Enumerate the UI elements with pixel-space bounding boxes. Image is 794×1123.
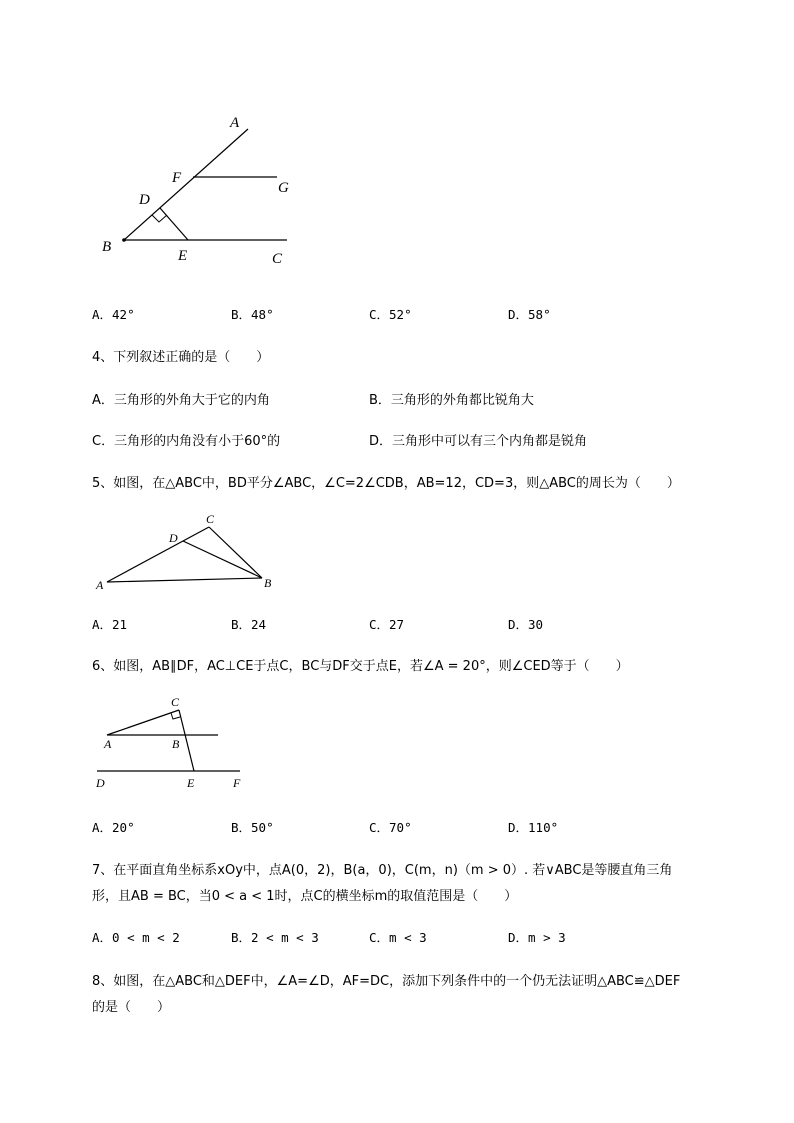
q3-option-a: A．42° (92, 307, 135, 322)
q3-option-d: D．58° (508, 307, 551, 322)
label-A: A (230, 115, 240, 131)
label-E: E (178, 248, 188, 264)
segment-AC (107, 710, 179, 735)
q6-option-b: B．50° (231, 820, 274, 835)
q3-option-c: C．52° (369, 307, 412, 322)
q6-option-c: C．70° (369, 820, 412, 835)
q5-label-C: C (206, 512, 215, 526)
label-D: D (139, 192, 150, 208)
label-G: G (278, 180, 289, 196)
q6-label-C: C (171, 695, 180, 709)
q5-label-D: D (169, 531, 178, 545)
q4-option-b: B．三角形的外角都比锐角大 (369, 393, 534, 408)
q4-option-d: D．三角形中可以有三个内角都是锐角 (369, 434, 588, 449)
q4-option-c: C．三角形的内角没有小于60°的 (92, 434, 281, 449)
q6-stem: 6、如图，AB∥DF，AC⊥CE于点C，BC与DF交于点E，若∠A = 20°，则∠CED等于（ ） (92, 659, 629, 674)
q5-label-A: A (96, 578, 104, 592)
q4-option-a: A．三角形的外角大于它的内角 (92, 393, 270, 408)
q5-stem: 5、如图，在△ABC中，BD平分∠ABC，∠C=2∠CDB，AB=12，CD=3，则△ABC的周长为（ ） (92, 476, 680, 491)
q5-option-a: A．21 (92, 617, 128, 632)
q6-right-angle-mark (171, 713, 180, 719)
q6-label-B: B (172, 737, 180, 751)
q6-option-d: D．110° (508, 820, 559, 835)
q8-stem-line1: 8、如图，在△ABC和△DEF中，∠A=∠D，AF=DC，添加下列条件中的一个仍无法证明△ABC≌△DEF (92, 974, 681, 989)
q7-stem-line1: 7、在平面直角坐标系xOy中，点A(0，2)，B(a，0)，C(m，n)（m > 0）. 若∨ABC是等腰直角三角 (92, 863, 673, 878)
label-C: C (272, 251, 283, 267)
q4-stem: 4、下列叙述正确的是（ ） (92, 350, 270, 365)
q6-label-F: F (233, 776, 241, 790)
segment-CE (179, 710, 194, 771)
q5-label-B: B (264, 576, 272, 590)
q5-option-b: B．24 (231, 617, 267, 632)
label-F: F (172, 170, 182, 186)
q6-option-a: A．20° (92, 820, 135, 835)
q6-label-A: A (104, 737, 112, 751)
q7-stem-line2: 形，且AB = BC，当0 < a < 1时，点C的横坐标m的取值范围是（ ） (92, 889, 518, 904)
q6-label-E: E (187, 776, 195, 790)
q3-option-b: B．48° (231, 307, 274, 322)
q8-stem-line2: 的是（ ） (92, 1000, 171, 1015)
q7-option-d: D．m > 3 (508, 930, 566, 945)
q7-option-a: A．0 < m < 2 (92, 930, 180, 945)
q5-option-d: D．30 (508, 617, 544, 632)
label-B: B (102, 239, 112, 255)
q6-label-D: D (96, 776, 105, 790)
q7-option-c: C．m < 3 (369, 930, 427, 945)
q5-option-c: C．27 (369, 617, 405, 632)
q7-option-b: B．2 < m < 3 (231, 930, 319, 945)
